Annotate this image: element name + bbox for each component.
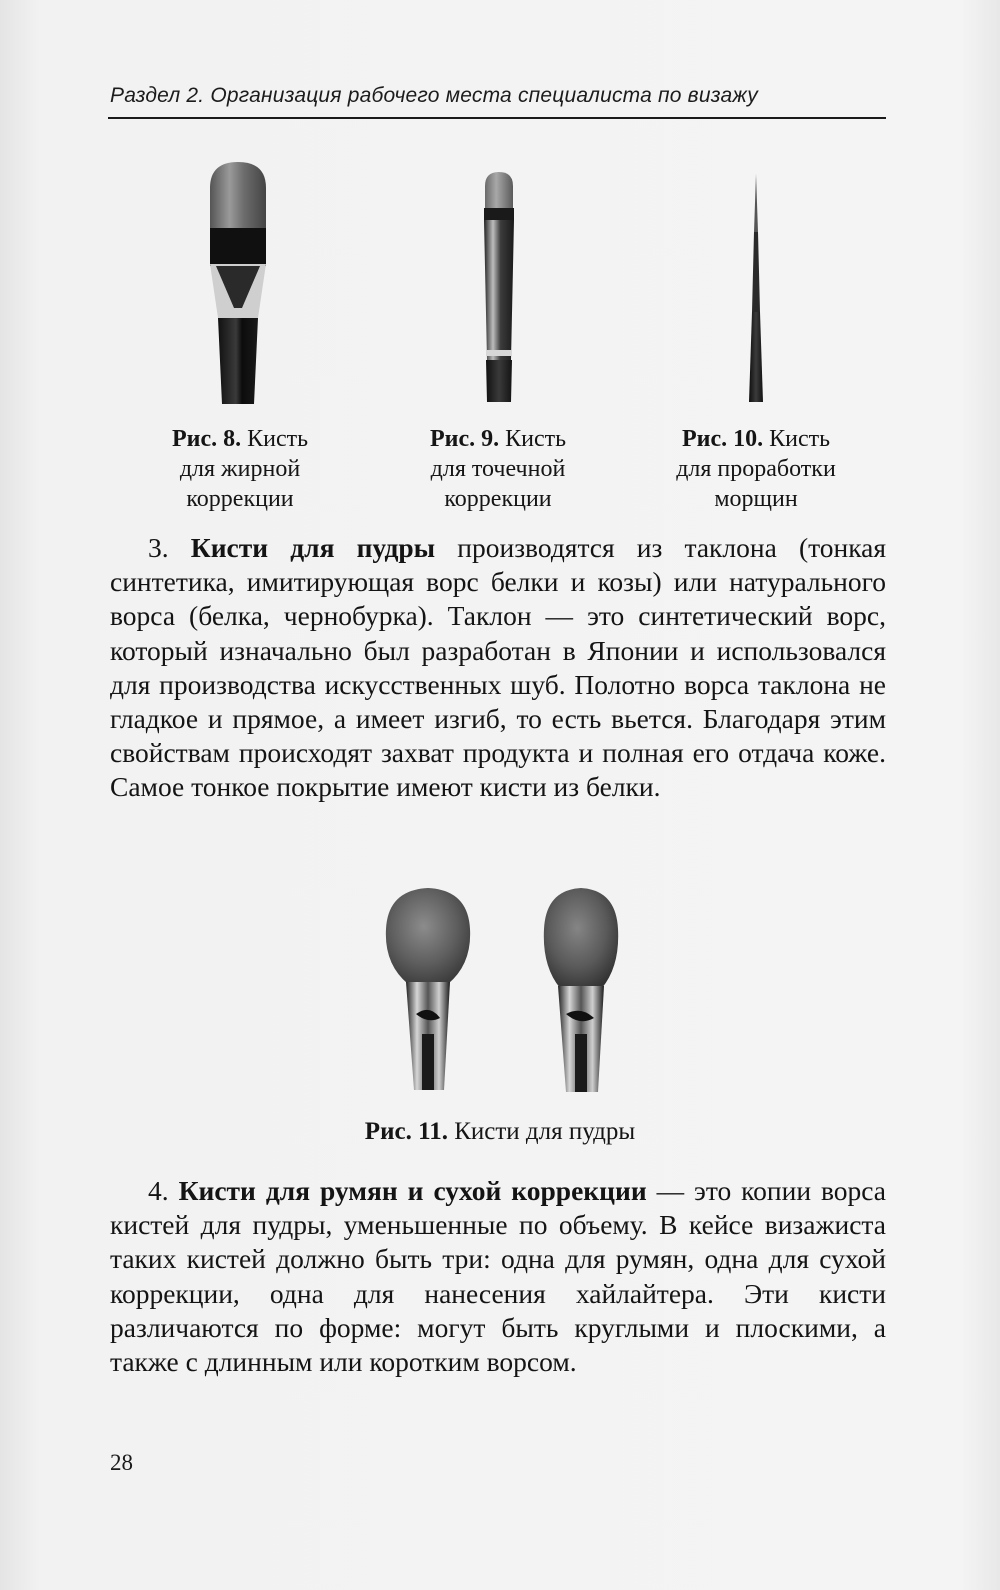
figure-11-caption	[300, 1117, 700, 1147]
figure-9-line1: Кисть	[505, 426, 567, 452]
section-3-number: 3.	[148, 532, 169, 563]
figure-10-label: Рис. 10.	[681, 426, 764, 452]
figure-11-text: Кисти для пудры	[454, 1118, 636, 1145]
figure-8-label: Рис. 8.	[171, 426, 242, 452]
section-4-paragraph	[110, 1174, 886, 1379]
flat-brush-image	[198, 158, 278, 408]
figure-9-label: Рис. 9.	[429, 426, 500, 452]
section-3-term: Кисти для пудры	[190, 532, 436, 563]
figure-8-line1: Кисть	[247, 426, 309, 452]
section-3-paragraph	[110, 531, 886, 805]
running-head: Раздел 2. Организация рабочего места специалиста по визажу	[110, 84, 758, 107]
figure-9-line3: коррекции	[444, 486, 552, 512]
section-4-term: Кисти для румян и сухой коррекции	[178, 1175, 647, 1206]
page-number: 28	[110, 1450, 133, 1475]
liner-brush-image	[738, 172, 774, 404]
powder-brush-image-2	[536, 884, 626, 1096]
section-4-number: 4.	[148, 1175, 169, 1206]
figure-10-line1: Кисть	[769, 426, 831, 452]
section-4-text: — это копии ворса кистей для пудры, уменьшенные по объему. В кейсе визажиста таких кистей должно быть три: одна для румян, одна для сухой коррекции, одна для нанесения хайлайтера. Эти кисти различаются по форме: могут быть круглыми и плоскими, а также с длинным или коротким ворсом.	[110, 1175, 887, 1378]
figure-10-line3: морщин	[714, 486, 798, 512]
figure-9-caption	[398, 424, 598, 514]
figure-11-label: Рис. 11.	[364, 1118, 448, 1145]
figure-8-line3: коррекции	[186, 486, 294, 512]
figure-9-line2: для точечной	[430, 456, 566, 482]
narrow-brush-image	[470, 170, 530, 406]
powder-brush-image-1	[378, 884, 478, 1096]
figure-8-line2: для жирной	[179, 456, 301, 482]
figure-10-line2: для проработки	[676, 456, 836, 482]
figure-10-caption	[646, 424, 866, 514]
section-3-text: производятся из таклона (тонкая синтетика, имитирующая ворс белки и козы) или натурального ворса (белка, чернобурка). Таклон — это синтетический ворс, который изначально был разработан в Японии и использовался для производства искусственных шуб. Полотно ворса таклона не гладкое и прямое, а имеет изгиб, то есть вьется. Благодаря этим свойствам происходят захват продукта и полная его отдача коже. Самое тонкое покрытие имеют кисти из белки.	[110, 532, 887, 803]
figure-8-caption	[140, 424, 340, 514]
header-rule	[108, 117, 886, 119]
